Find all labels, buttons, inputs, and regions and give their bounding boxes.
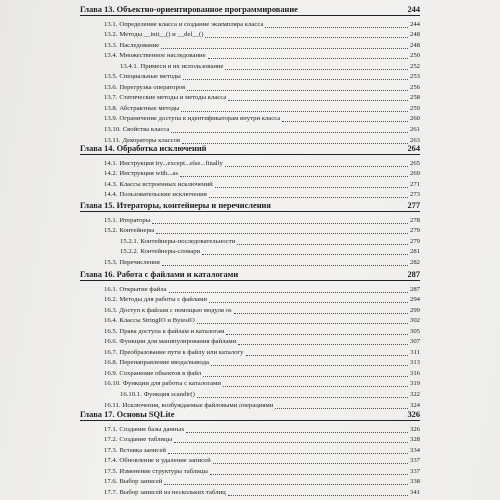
toc-entry	[80, 326, 420, 337]
dot-leader	[197, 397, 408, 398]
toc-entry-number: 16.11.	[104, 401, 121, 409]
toc-entry-title: Контейнеры-словари	[140, 248, 201, 256]
toc-entry-number: 13.8.	[104, 104, 118, 112]
toc-entry-page: 250	[409, 52, 420, 60]
toc-entry-title: Итераторы	[119, 216, 151, 224]
toc-entry	[80, 347, 420, 358]
dot-leader	[210, 474, 408, 475]
dot-leader	[180, 176, 408, 177]
toc-entry-page: 248	[409, 31, 420, 39]
dot-leader	[211, 365, 408, 366]
dot-leader	[205, 37, 408, 38]
toc-entry-number: 17.5.	[104, 467, 118, 475]
toc-entry-number: 15.2.2.	[120, 248, 139, 256]
dot-leader	[161, 48, 408, 49]
toc-entry-number: 16.6.	[104, 338, 118, 346]
dot-leader	[156, 233, 408, 234]
toc-entry-number: 17.1.	[104, 425, 118, 433]
chapter-page: 326	[407, 410, 420, 419]
toc-entry-title: Пользовательские исключения	[119, 191, 207, 199]
dot-leader	[202, 254, 408, 255]
toc-entry	[80, 424, 420, 435]
chapter-title: Глава 17. Основы SQLite	[80, 410, 175, 419]
toc-entry-title: Декораторы классов	[122, 136, 181, 144]
dot-leader	[209, 302, 408, 303]
toc-entry-page: 305	[409, 327, 420, 335]
dot-leader	[237, 244, 408, 245]
toc-entry-title: Доступ к файлам с помощью модуля os	[119, 306, 232, 314]
toc-entry-number: 14.1.	[104, 159, 118, 167]
toc-entry-title: Свойства класса	[122, 126, 170, 134]
toc-entry-title: Наследование	[119, 41, 160, 49]
toc-entry-title: Методы для работы с файлами	[119, 296, 207, 304]
toc-entry-page: 269	[409, 170, 420, 178]
toc-entry-title: Ограничение доступа к идентификаторам внутри класса	[119, 115, 281, 123]
toc-entry-title: Перечисления	[119, 258, 160, 266]
toc-entry-page: 316	[409, 369, 420, 377]
toc-entry-number: 16.1.	[104, 285, 118, 293]
toc-entry	[80, 247, 420, 258]
toc-entry	[80, 169, 420, 180]
chapter-13	[80, 4, 420, 146]
toc-entry-number: 14.2.	[104, 170, 118, 178]
toc-entry	[80, 368, 420, 379]
toc-entry-title: Исключения, возбуждаемые файловыми операциями	[122, 401, 274, 409]
toc-entry-title: Создание базы данных	[119, 425, 185, 433]
dot-leader	[225, 166, 408, 167]
dot-leader	[208, 58, 408, 59]
toc-entry-page: 258	[409, 94, 420, 102]
toc-entry-number: 16.10.	[104, 380, 121, 388]
toc-entry-page: 282	[409, 258, 420, 266]
toc-entry-title: Контейнеры-последовательности	[140, 237, 236, 245]
chapter-17	[80, 409, 420, 498]
toc-entry-page: 324	[409, 401, 420, 409]
toc-entry	[80, 379, 420, 390]
chapter-page: 244	[407, 5, 420, 14]
chapter-16	[80, 269, 420, 411]
toc-entry-number: 16.7.	[104, 348, 118, 356]
chapter-page: 277	[407, 201, 420, 210]
toc-entry	[80, 215, 420, 226]
dot-leader	[265, 27, 408, 28]
toc-entry-title: Методы __init__() и __del__()	[119, 31, 204, 39]
toc-entry-number: 13.7.	[104, 94, 118, 102]
toc-entry-page: 337	[409, 467, 420, 475]
toc-entry	[80, 72, 420, 83]
toc-entry	[80, 337, 420, 348]
dot-leader	[213, 463, 408, 464]
dot-leader	[223, 386, 408, 387]
toc-entry-number: 13.1.	[104, 20, 118, 28]
toc-entry-number: 15.2.1.	[120, 237, 139, 245]
toc-entry-page: 319	[409, 380, 420, 388]
dot-leader	[203, 376, 408, 377]
chapter-14	[80, 143, 420, 200]
toc-entry-page: 271	[409, 180, 420, 188]
chapter-title: Глава 13. Объектно-ориентированное программирование	[80, 5, 298, 14]
toc-entry	[80, 93, 420, 104]
toc-entry-title: Выбор записей	[119, 478, 163, 486]
toc-entry-title: Создание таблицы	[119, 436, 173, 444]
toc-entry	[80, 51, 420, 62]
dot-leader	[183, 79, 408, 80]
toc-entry-number: 16.10.1.	[120, 391, 142, 399]
toc-entry	[80, 190, 420, 201]
dot-leader	[234, 313, 408, 314]
toc-entry-title: Открытие файла	[119, 285, 167, 293]
dot-leader	[226, 334, 408, 335]
chapter-page: 264	[407, 144, 420, 153]
toc-entry-title: Права доступа к файлам и каталогам	[119, 327, 225, 335]
toc-entry-page: 281	[409, 248, 420, 256]
toc-entry-title: Контейнеры	[119, 227, 155, 235]
toc-entry-page: 263	[409, 136, 420, 144]
toc-entry	[80, 487, 420, 498]
toc-entry-title: Классы StringIO и BytesIO	[119, 317, 195, 325]
toc-entry-title: Множественное наследование	[119, 52, 206, 60]
toc-entry-number: 17.6.	[104, 478, 118, 486]
dot-leader	[228, 100, 408, 101]
toc-entry	[80, 103, 420, 114]
dot-leader	[187, 90, 408, 91]
chapter-heading	[80, 143, 420, 155]
toc-entry-page: 311	[410, 348, 420, 356]
toc-entry	[80, 466, 420, 477]
toc-entry-title: Обновление и удаление записей	[119, 457, 211, 465]
toc-entry-page: 261	[409, 126, 420, 134]
dot-leader	[197, 323, 408, 324]
dot-leader	[164, 484, 408, 485]
toc-entry-title: Функция scandir()	[143, 391, 195, 399]
toc-entry-page: 313	[409, 359, 420, 367]
toc-entry-number: 14.4.	[104, 191, 118, 199]
toc-entry-title: Сохранение объектов в файл	[119, 369, 202, 377]
toc-entry-title: Преобразование пути к файлу или каталогу	[119, 348, 244, 356]
toc-entry-page: 259	[409, 104, 420, 112]
toc-entry-number: 13.5.	[104, 73, 118, 81]
dot-leader	[168, 453, 408, 454]
toc-entry	[80, 445, 420, 456]
toc-entry-page: 278	[409, 216, 420, 224]
dot-leader	[174, 442, 408, 443]
chapter-heading	[80, 200, 420, 212]
chapter-title: Глава 16. Работа с файлами и каталогами	[80, 270, 239, 279]
chapter-heading	[80, 269, 420, 281]
toc-entry-page: 334	[409, 446, 420, 454]
dot-leader	[282, 121, 408, 122]
dot-leader	[186, 432, 408, 433]
toc-entry-page: 341	[409, 488, 420, 496]
dot-leader	[225, 69, 408, 70]
toc-entry	[80, 305, 420, 316]
toc-entry	[80, 124, 420, 135]
toc-entry-number: 15.3.	[104, 258, 118, 266]
dot-leader	[228, 495, 408, 496]
chapter-heading	[80, 409, 420, 421]
toc-entry-number: 16.5.	[104, 327, 118, 335]
dot-leader	[209, 197, 408, 198]
toc-entry-page: 253	[409, 73, 420, 81]
chapter-heading	[80, 4, 420, 16]
toc-entry-page: 273	[409, 191, 420, 199]
toc-entry-number: 13.4.1.	[120, 62, 139, 70]
chapter-page: 287	[407, 270, 420, 279]
toc-entry-page: 248	[409, 41, 420, 49]
dot-leader	[162, 265, 408, 266]
toc-entry-page: 256	[409, 83, 420, 91]
toc-entry-title: Перенаправление ввода/вывода	[119, 359, 209, 367]
dot-leader	[246, 355, 408, 356]
toc-entry	[80, 456, 420, 467]
toc-entry-page: 322	[409, 391, 420, 399]
toc-entry-page: 328	[409, 436, 420, 444]
toc-entry-title: Классы встроенных исключений	[119, 180, 213, 188]
toc-entry-title: Изменение структуры таблицы	[119, 467, 208, 475]
toc-entry-number: 16.4.	[104, 317, 118, 325]
toc-entry-number: 16.9.	[104, 369, 118, 377]
toc-entry	[80, 295, 420, 306]
toc-entry-title: Функции для манипулирования файлами	[119, 338, 237, 346]
dot-leader	[238, 344, 408, 345]
dot-leader	[171, 132, 408, 133]
toc-entry-number: 16.2.	[104, 296, 118, 304]
toc-entry	[80, 435, 420, 446]
toc-entry	[80, 389, 420, 400]
toc-entry-title: Функции для работы с каталогами	[122, 380, 221, 388]
toc-entry-number: 17.2.	[104, 436, 118, 444]
toc-entry	[80, 40, 420, 51]
toc-entry-title: Статические методы и методы класса	[119, 94, 227, 102]
dot-leader	[215, 187, 408, 188]
toc-entry-number: 13.6.	[104, 83, 118, 91]
toc-entry-number: 17.3.	[104, 446, 118, 454]
toc-entry-page: 294	[409, 296, 420, 304]
toc-entry	[80, 179, 420, 190]
toc-entry-number: 13.10.	[104, 126, 121, 134]
toc-entry-page: 326	[409, 425, 420, 433]
toc-entry-number: 17.4.	[104, 457, 118, 465]
toc-entry-number: 14.3.	[104, 180, 118, 188]
toc-entry	[80, 19, 420, 30]
toc-entry-title: Инструкция try...except...else...finally	[119, 159, 223, 167]
chapter-title: Глава 14. Обработка исключений	[80, 144, 207, 153]
chapter-15	[80, 200, 420, 268]
toc-entry	[80, 284, 420, 295]
toc-entry-page: 302	[409, 317, 420, 325]
toc-entry-page: 338	[409, 478, 420, 486]
dot-leader	[181, 111, 408, 112]
toc-entry-number: 16.3.	[104, 306, 118, 314]
toc-entry-number: 13.9.	[104, 115, 118, 123]
toc-entry-number: 16.8.	[104, 359, 118, 367]
toc-entry-page: 252	[409, 62, 420, 70]
toc-entry-title: Выбор записей из нескольких таблиц	[119, 488, 226, 496]
toc-entry-page: 287	[409, 285, 420, 293]
dot-leader	[169, 292, 408, 293]
toc-entry-page: 279	[409, 237, 420, 245]
toc-entry-title: Абстрактные методы	[119, 104, 180, 112]
toc-entry-number: 13.4.	[104, 52, 118, 60]
toc-entry	[80, 226, 420, 237]
toc-entry	[80, 158, 420, 169]
toc-entry-page: 299	[409, 306, 420, 314]
toc-entry-title: Вставка записей	[119, 446, 166, 454]
toc-entry-title: Определение класса и создание экземпляра класса	[119, 20, 264, 28]
toc-entry	[80, 30, 420, 41]
toc-entry-number: 15.1.	[104, 216, 118, 224]
toc-entry	[80, 358, 420, 369]
toc-entry	[80, 236, 420, 247]
toc-entry-title: Инструкция with...as	[119, 170, 178, 178]
toc-entry-number: 13.11.	[104, 136, 121, 144]
toc-entry-page: 337	[409, 457, 420, 465]
toc-entry-number: 13.2.	[104, 31, 118, 39]
chapter-title: Глава 15. Итераторы, контейнеры и перечисления	[80, 201, 271, 210]
toc-entry-page: 279	[409, 227, 420, 235]
toc-entry-title: Перегрузка операторов	[119, 83, 186, 91]
toc-entry	[80, 82, 420, 93]
toc-entry	[80, 477, 420, 488]
toc-entry	[80, 257, 420, 268]
toc-entry-page: 307	[409, 338, 420, 346]
toc-entry-title: Специальные методы	[119, 73, 181, 81]
toc-entry-number: 15.2.	[104, 227, 118, 235]
toc-entry	[80, 316, 420, 327]
toc-entry-page: 265	[409, 159, 420, 167]
dot-leader	[152, 223, 408, 224]
toc-entry	[80, 114, 420, 125]
toc-entry	[80, 61, 420, 72]
toc-entry-page: 260	[409, 115, 420, 123]
toc-entry-number: 13.3.	[104, 41, 118, 49]
toc-entry-title: Примеси и их использование	[140, 62, 224, 70]
toc-entry-number: 17.7.	[104, 488, 118, 496]
toc-entry-page: 244	[409, 20, 420, 28]
